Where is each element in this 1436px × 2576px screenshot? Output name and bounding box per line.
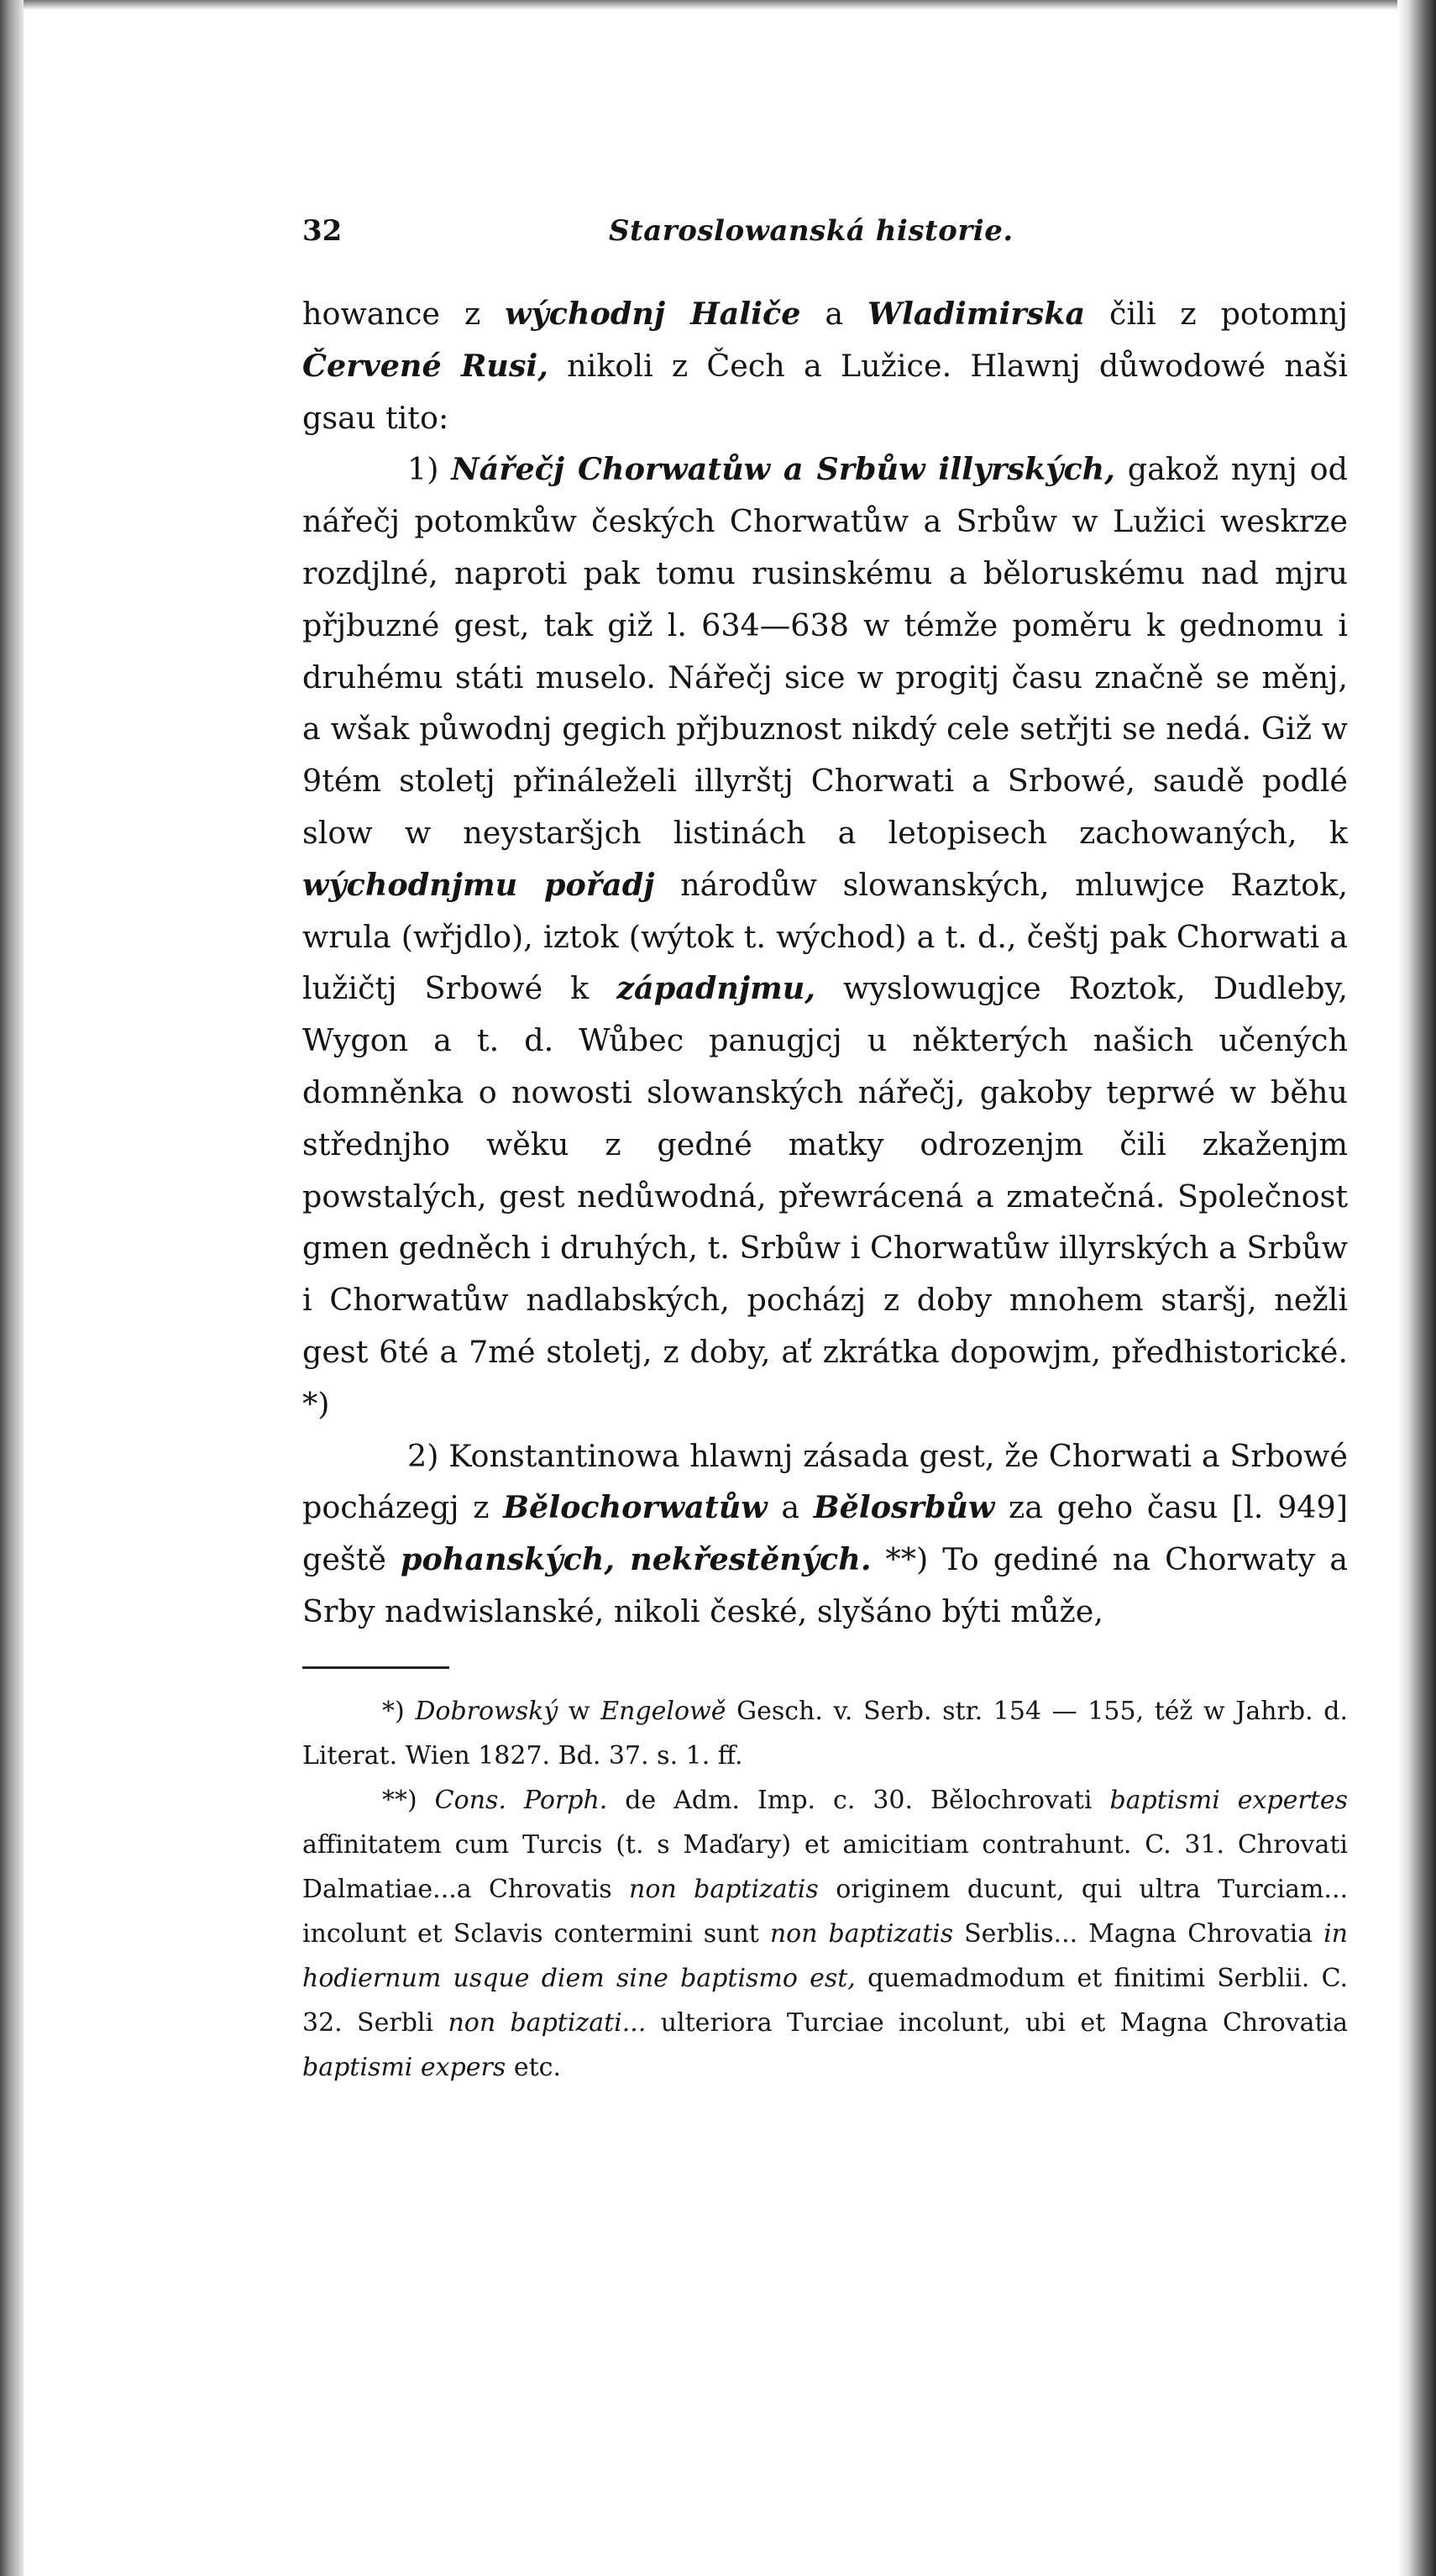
italic-run: Červené Rusi, (302, 347, 548, 384)
footnote-separator (302, 1666, 449, 1669)
text-run: 2) Konstantinowa hlawnj zásada gest, že Chorwati a Srbowé pocházegj z (302, 1437, 1348, 1526)
text-run: Gesch. v. Serb. str. 154 — 155, též w Jahrb. d. Literat. Wien 1827. Bd. 37. s. 1. ff. (302, 1696, 1348, 1771)
italic-run: západnjmu, (616, 970, 816, 1007)
italic-run: baptismi expers (302, 2052, 506, 2082)
text-run: affinitatem cum Turcis (t. s Maďary) et amicitiam contrahunt. C. 31. Chrovati Dalmatiae...a Chrovatis (302, 1829, 1348, 1904)
italic-run: Dobrowský (415, 1696, 558, 1726)
text-run: a (767, 1489, 814, 1526)
italic-run: Bělosrbůw (813, 1489, 995, 1526)
italic-run: Wladimirska (867, 296, 1086, 332)
paragraph-continuation (302, 288, 1348, 443)
text-run: čili z potomnj (1085, 296, 1348, 332)
page-number: 32 (302, 214, 343, 248)
italic-run: non baptizati... (448, 2007, 647, 2038)
text-run: nikoli z Čech a Lužice. Hlawnj důwodowé naši gsau tito: (302, 347, 1348, 436)
footnotes (302, 1689, 1348, 2090)
text-run: národůw slowanských, mluwjce Raztok, wrula (wřjdlo), iztok (wýtok t. wýchod) a t. d., češtj pak Chorwati a lužičtj Srbowé k (302, 866, 1348, 1007)
italic-run: non baptizatis (769, 1918, 954, 1949)
italic-run: Engelowě (600, 1696, 726, 1726)
italic-run: Cons. Porph. (434, 1785, 608, 1815)
italic-run: baptismi expertes (1109, 1785, 1348, 1815)
text-run: Serblis... Magna Chrovatia (953, 1918, 1324, 1949)
italic-run: Bělochorwatůw (503, 1489, 768, 1526)
italic-run: wýchodnj Haliče (505, 296, 801, 332)
text-run: 1) (407, 451, 452, 488)
running-title: Staroslowanská historie. (609, 214, 1014, 248)
text-run: ulteriora Turciae incolunt, ubi et Magna Chrovatia (646, 2007, 1348, 2038)
text-run: **) (382, 1785, 435, 1815)
scan-edge-left (0, 0, 24, 2576)
italic-run: in hodiernum usque diem sine baptismo est, (302, 1918, 1348, 1993)
text-run: w (558, 1696, 601, 1726)
page-content (302, 214, 1348, 2090)
paragraph-point-2 (302, 1430, 1348, 1638)
italic-run: Nářečj Chorwatůw a Srbůw illyrských, (451, 451, 1115, 488)
text-run: etc. (506, 2052, 561, 2082)
text-run: za geho času [l. 949] geště (302, 1489, 1348, 1578)
body-text (302, 288, 1348, 1638)
scan-edge-top (0, 0, 1436, 10)
text-run: howance z (302, 296, 506, 332)
italic-run: wýchodnjmu pořadj (302, 866, 655, 903)
text-run: de Adm. Imp. c. 30. Bělochrovati (607, 1785, 1110, 1815)
text-run: a (800, 296, 868, 332)
paragraph-point-1 (302, 443, 1348, 1430)
text-run: quemadmodum et finitimi Serblii. C. 32. Serbli (302, 1963, 1349, 2038)
italic-run: non baptizatis (629, 1874, 819, 1904)
text-run: *) (382, 1696, 416, 1726)
text-run: originem ducunt, qui ultra Turciam... incolunt et Sclavis contermini sunt (302, 1874, 1349, 1949)
footnote-1 (302, 1689, 1348, 1778)
page-header (302, 214, 1348, 265)
scan-edge-right (1397, 0, 1436, 2576)
footnote-2 (302, 1778, 1348, 2090)
text-run: gakož nynj od nářečj potomkůw českých Chorwatůw a Srbůw w Lužici weskrze rozdjlné, naproti pak tomu rusinskému a běloruskému nad mjru přjbuzné gest, tak giž l. 634—638 w témže poměru k gednomu i druhému státi muselo. Nářečj sice w progitj času značně se měnj, a wšak půwodnj gegich přjbuznost nikdý cele setřjti se nedá. Giž w 9tém stoletj přináleželi illyrštj Chorwati a Srbowé, saudě podlé slow w neystaršjch listinách a letopisech zachowaných, k (302, 451, 1348, 851)
italic-run: pohanských, nekřestěných. (400, 1541, 872, 1578)
text-run: wyslowugjce Roztok, Dudleby, Wygon a t. d. Wůbec panugjcj u některých našich učených domněnka o nowosti slowanských nářečj, gakoby teprwé w běhu střednjho wěku z gedné matky odrozenjm čili zkaženjm powstalých, gest nedůwodná, přewrácená a zmatečná. Společnost gmen gedněch i druhých, t. Srbůw i Chorwatůw illyrských a Srbůw i Chorwatůw nadlabských, pocházj z doby mnohem staršj, nežli gest 6té a 7mé stoletj, z doby, ať zkrátka dopowjm, předhistorické. *) (302, 970, 1348, 1422)
text-run: **) To gediné na Chorwaty a Srby nadwislanské, nikoli české, slyšáno býti může, (302, 1541, 1348, 1629)
